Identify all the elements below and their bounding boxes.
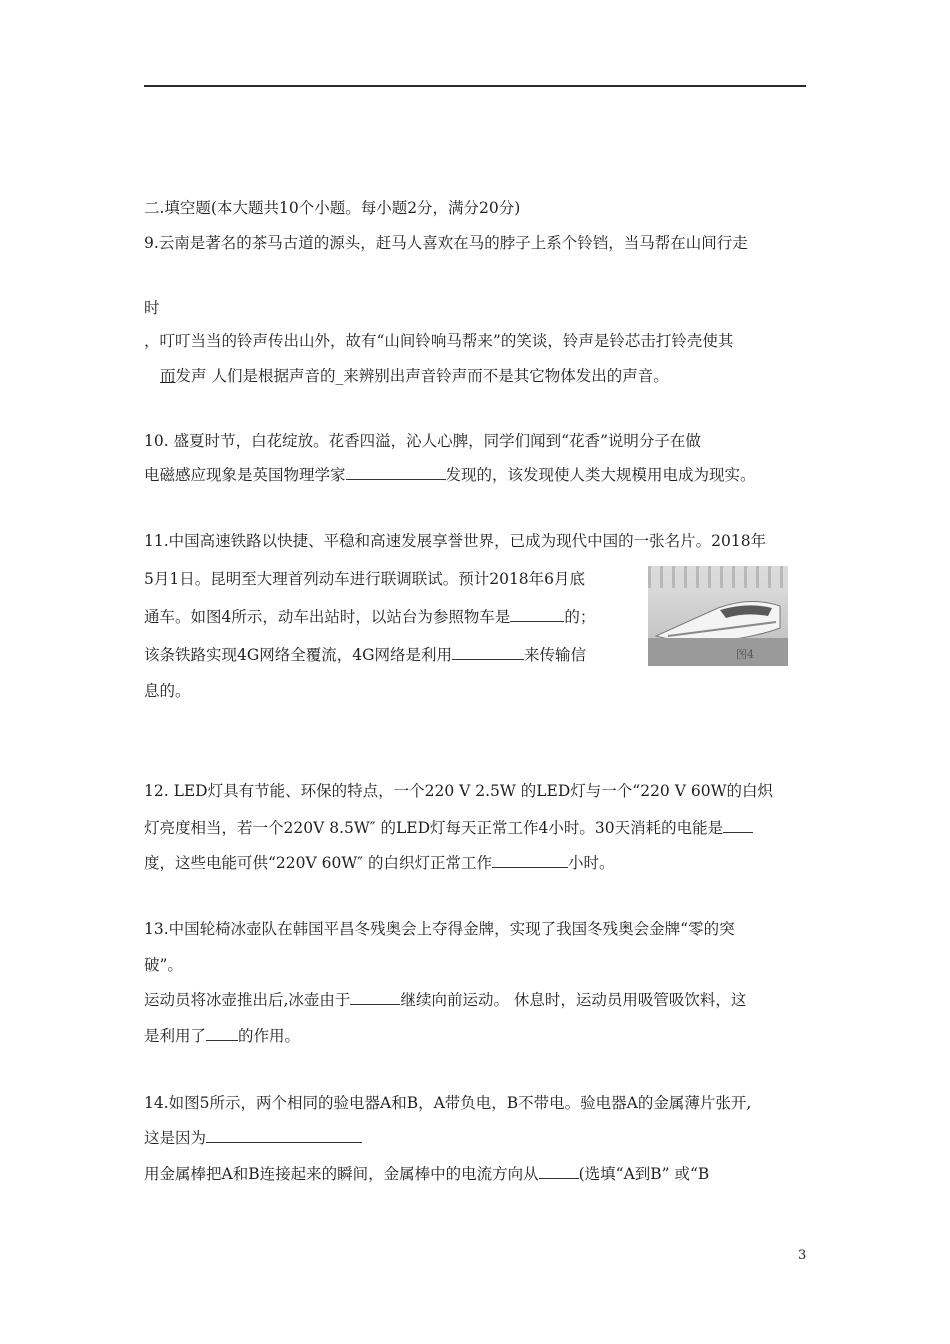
- q10-line2-text-b: 发现的，该发现使人类大规模用电成为现实。: [445, 466, 756, 484]
- q10-line2-text-a: 电磁感应现象是英国物理学家: [144, 466, 346, 484]
- q13-line3: [144, 990, 746, 1010]
- q9-line4-text: 发声 人们是根据声音的_来辨别出声音铃声而不是其它物体发出的声音。: [175, 367, 669, 385]
- figure-4-train-photo: [648, 566, 788, 666]
- q13-line3-text-b: 继续向前运动。 休息时，运动员用吸管吸饮料，这: [400, 991, 747, 1009]
- q11-line3: [144, 607, 595, 627]
- q9-line1: 9.云南是著名的茶马古道的源头，赶马人喜欢在马的脖子上系个铃铛，当马帮在山间行走: [144, 234, 748, 252]
- q12-line2-text: 灯亮度相当，若一个220V 8.5W″ 的LED灯每天正常工作4小时。30天消耗的电能是: [144, 819, 724, 837]
- q13-line4-text-b: 的作用。: [238, 1027, 301, 1045]
- q12-line3-text-a: 度，这些电能可供“220V 60W″ 的白织灯正常工作: [144, 854, 493, 872]
- q13-line2: 破”。: [144, 956, 183, 974]
- q13-line4: [144, 1026, 300, 1046]
- q11-line3-text-b: 的；: [564, 608, 596, 626]
- q13-line4-text-a: 是利用了: [144, 1027, 207, 1045]
- q14-answer-blank-1[interactable]: [206, 1128, 362, 1143]
- q10-line1: 10. 盛夏时节，白花绽放。花香四溢，沁人心脾，同学们闻到“花香”说明分子在做: [144, 432, 701, 450]
- q13-answer-blank-2[interactable]: [206, 1026, 238, 1041]
- q9-line3: ，叮叮当当的铃声传出山外，故有“山间铃响马帮来”的笑谈，铃声是铃芯击打铃壳使其: [144, 332, 734, 350]
- q11-line2: 5月1日。昆明至大理首列动车进行联调联试。预计2018年6月底: [144, 570, 586, 588]
- q11-line5: 息的。: [144, 682, 191, 700]
- section-title: 二.填空题(本大题共10个小题。每小题2分，满分20分): [144, 199, 521, 217]
- q14-line3: [144, 1164, 709, 1184]
- figure-caption: 图4: [736, 648, 754, 661]
- q12-line1: 12. LED灯具有节能、环保的特点，一个220 V 2.5W 的LED灯与一个“220 V 60W的白炽: [144, 782, 774, 800]
- q11-line3-text-a: 通车。如图4所示，动车出站时，以站台为参照物车是: [144, 608, 511, 626]
- header-rule: [144, 85, 806, 87]
- q13-line1: 13.中国轮椅冰壶队在韩国平昌冬残奥会上夺得金牌，实现了我国冬残奥会金牌“零的突: [144, 920, 735, 938]
- q12-answer-blank-2[interactable]: [492, 853, 568, 868]
- q13-line3-text-a: 运动员将冰壶推出后,冰壶由于: [144, 991, 351, 1009]
- q11-answer-blank-2[interactable]: [452, 645, 524, 660]
- q12-line3: [144, 853, 615, 873]
- q10-answer-blank[interactable]: [346, 465, 446, 480]
- q9-line4: [160, 366, 669, 386]
- q11-line4: [144, 645, 586, 665]
- q12-answer-blank-1[interactable]: [723, 818, 753, 833]
- q14-answer-blank-2[interactable]: [539, 1164, 579, 1179]
- q12-line3-text-b: 小时。: [568, 854, 615, 872]
- q11-line4-text-a: 该条铁路实现4G网络全覆流，4G网络是利用: [144, 646, 452, 664]
- q14-line3-text-a: 用金属棒把A和B连接起来的瞬间，金属棒中的电流方向从: [144, 1165, 539, 1183]
- q14-line3-text-b: (选填“A到B” 或“B: [578, 1165, 710, 1183]
- q11-line1: 11.中国高速铁路以快捷、平稳和高速发展享誉世界，已成为现代中国的一张名片。2018年: [144, 532, 767, 550]
- page-number: 3: [798, 1248, 807, 1263]
- q10-line2: [144, 465, 756, 485]
- q14-line2-text: 这是因为: [144, 1129, 207, 1147]
- q14-line1: 14.如图5所示，两个相同的验电器A和B，A带负电，B不带电。验电器A的金属薄片张开,: [144, 1094, 752, 1112]
- q13-answer-blank-1[interactable]: [350, 990, 400, 1005]
- q9-underlined-word: 而: [160, 367, 176, 385]
- q9-line2: 时: [144, 299, 160, 317]
- q11-line4-text-b: 来传输信: [524, 646, 587, 664]
- q14-line2: [144, 1128, 362, 1148]
- q12-line2: [144, 818, 753, 838]
- q11-answer-blank-1[interactable]: [510, 607, 564, 622]
- station-platform: [648, 638, 788, 666]
